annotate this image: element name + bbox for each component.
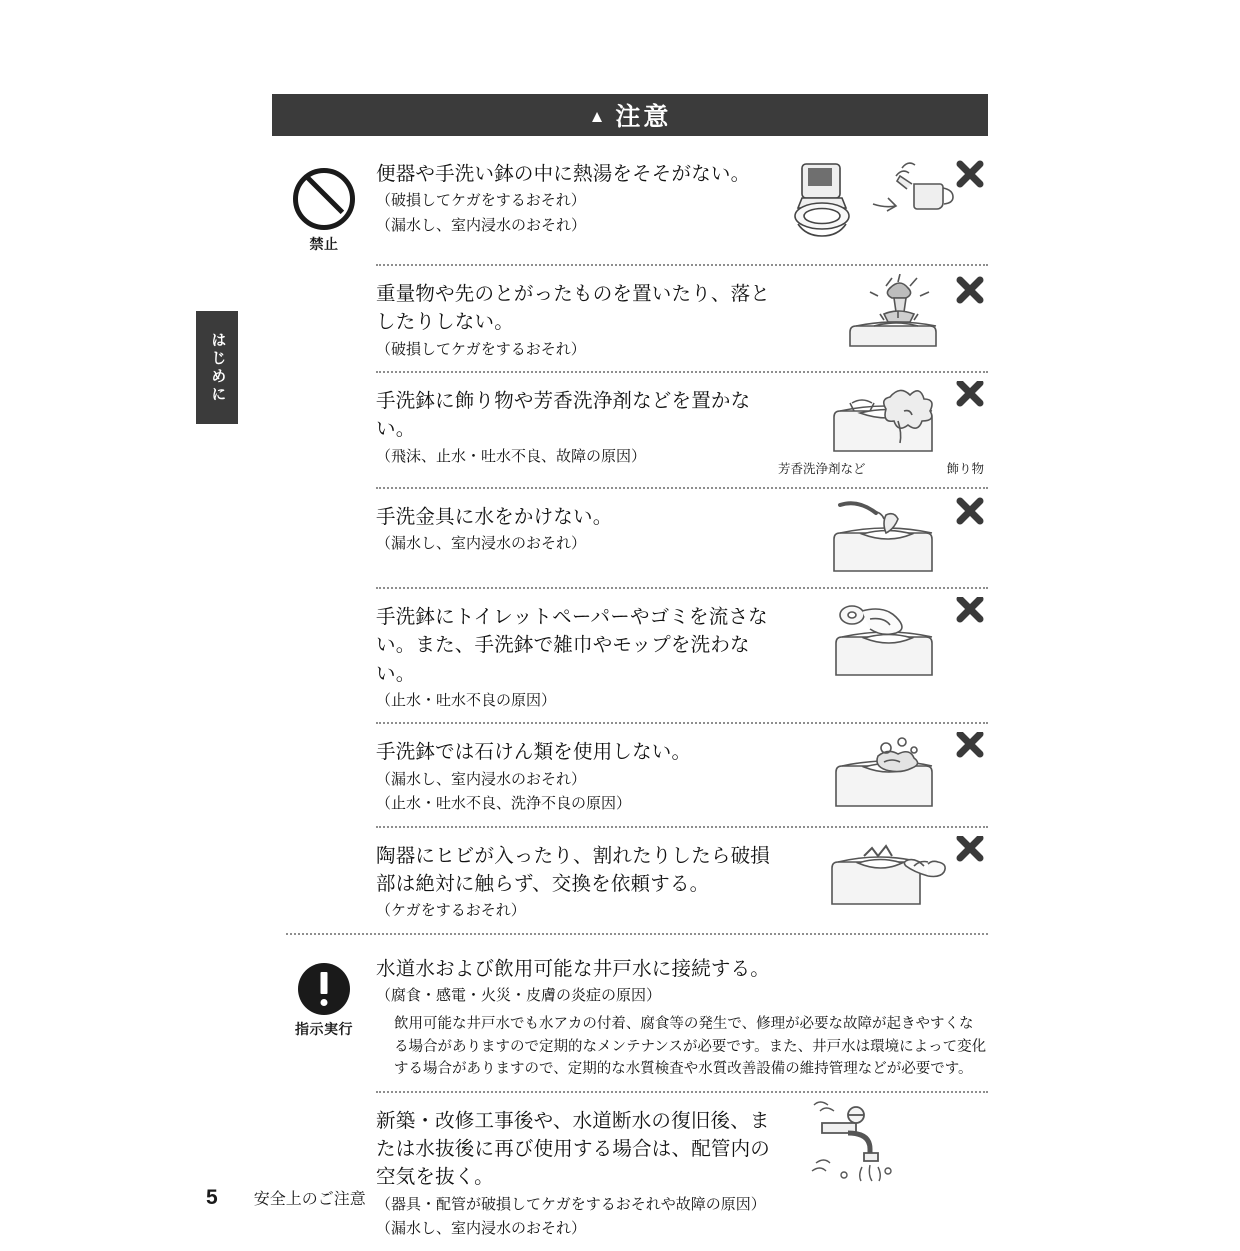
figure-caption-left: 芳香洗浄剤など [778,462,866,477]
item-sub-text: （破損してケガをするおそれ） [376,192,586,210]
item-main-text: 重量物や先のとがったものを置いたり、落としたりしない。 [376,283,771,334]
x-mark-icon [960,383,980,403]
figure-basin-ornament [778,381,988,477]
item-main-text: 便器や手洗い鉢の中に熱湯をそそがない。 [376,163,751,185]
item-text [376,836,778,923]
list-item [272,722,988,825]
list-item [272,144,988,264]
figure-paper-in-basin [778,597,988,679]
item-main-text: 陶器にヒビが入ったり、割れたりしたら破損部は絶対に触らず、交換を依頼する。 [376,844,771,895]
toilet-hot-water-icon [778,154,988,240]
soap-in-basin-icon [778,732,988,812]
item-main-text: 新築・改修工事後や、水道断水の復旧後、または水抜後に再び使用する場合は、配管内の空気を抜く。 [376,1109,771,1189]
item-sub-text: （漏水し、室内浸水のおそれ） [376,216,587,234]
item-sub-text: （ケガをするおそれ） [376,902,526,920]
cracked-ceramic-hand-icon [778,836,988,916]
item-main-text: 手洗金具に水をかけない。 [376,506,613,529]
x-mark-icon [960,599,980,619]
item-sub-text: （止水・吐水不良の原因） [376,691,557,709]
caution-header [272,94,988,136]
caution-list [272,144,988,1251]
figure-heavy-object-drop [778,274,988,354]
x-mark-icon [960,501,980,521]
warning-triangle-icon: ▲ [588,106,606,126]
item-text [376,949,988,1081]
list-item [272,371,988,487]
symbol-label: 指示実行 [295,1020,353,1037]
symbol-placeholder [272,836,376,850]
section-tab-label: はじめに [209,331,227,404]
water-on-faucet-icon [778,497,988,575]
x-mark-icon [960,838,980,858]
symbol-placeholder [272,274,376,288]
x-mark-icon [960,734,980,754]
figure-water-on-faucet [778,497,988,577]
item-note-text: 飲用可能な井戸水でも水アカの付着、腐食等の発生で、修理が必要な故障が起きやすくなる場合がありますので定期的なメンテナンスが必要です。また、井戸水は環境によって変化する場合がありますので、定期的な水質検査や水質改善設備の維持管理などが必要です。 [394,1016,987,1078]
symbol-placeholder [272,732,376,746]
item-sub-text: （破損してケガをするおそれ） [376,340,586,358]
item-text [376,597,778,712]
item-text [376,274,778,361]
list-item [272,933,988,1091]
page-footer [206,1186,366,1210]
item-text [376,1101,778,1241]
page-content [272,94,988,1251]
item-sub-text: （止水・吐水不良、洗浄不良の原因） [376,795,632,813]
item-sub-text: （飛沫、止水・吐水不良、故障の原因） [376,447,647,465]
symbol-placeholder [272,381,376,395]
caution-header-title: 注意 [615,103,672,131]
list-item [272,487,988,587]
item-text [376,732,778,815]
item-sub-text: （漏水し、室内浸水のおそれ） [376,770,587,788]
x-mark-icon [960,164,980,184]
item-sub-text: （器具・配管が破損してケガをするおそれや故障の原因） [376,1195,766,1213]
list-item [272,826,988,933]
footer-section-label: 安全上のご注意 [253,1191,366,1208]
section-tab [196,311,238,424]
symbol-label: 禁止 [309,236,339,252]
symbol-prohibition [272,154,376,254]
list-item [272,587,988,722]
instruction-icon [298,963,350,1015]
faucet-air-bleed-icon [778,1101,988,1187]
basin-ornament-icon [778,381,988,457]
paper-in-basin-icon [778,597,988,679]
item-main-text: 水道水および飲用可能な井戸水に接続する。 [376,957,771,980]
list-item [272,264,988,371]
figure-captions [778,459,988,477]
symbol-placeholder [272,597,376,611]
item-text [376,497,778,556]
item-sub-text: （漏水し、室内浸水のおそれ） [376,535,587,553]
figure-faucet-air-bleed [778,1101,988,1187]
figure-toilet-hot-water [778,154,988,240]
item-main-text: 手洗鉢に飾り物や芳香洗浄剤などを置かない。 [376,390,751,441]
symbol-placeholder [272,497,376,511]
list-item [272,1091,988,1251]
figure-cracked-ceramic-hand [778,836,988,916]
item-sub-text: （腐食・感電・火災・皮膚の炎症の原因） [376,986,662,1004]
page-number: 5 [206,1186,218,1209]
item-text [376,381,778,468]
item-sub-text: （漏水し、室内浸水のおそれ） [376,1220,587,1238]
item-main-text: 手洗鉢にトイレットペーパーやゴミを流さない。また、手洗鉢で雑巾やモップを洗わない。 [376,606,768,685]
x-mark-icon [960,280,980,300]
prohibition-icon [293,168,355,230]
heavy-object-drop-icon [778,274,988,354]
figure-soap-in-basin [778,732,988,812]
figure-caption-right: 飾り物 [946,462,984,477]
symbol-instruction [272,949,376,1039]
symbol-placeholder [272,1101,376,1115]
item-text [376,154,778,237]
item-main-text: 手洗鉢では石けん類を使用しない。 [376,741,692,764]
